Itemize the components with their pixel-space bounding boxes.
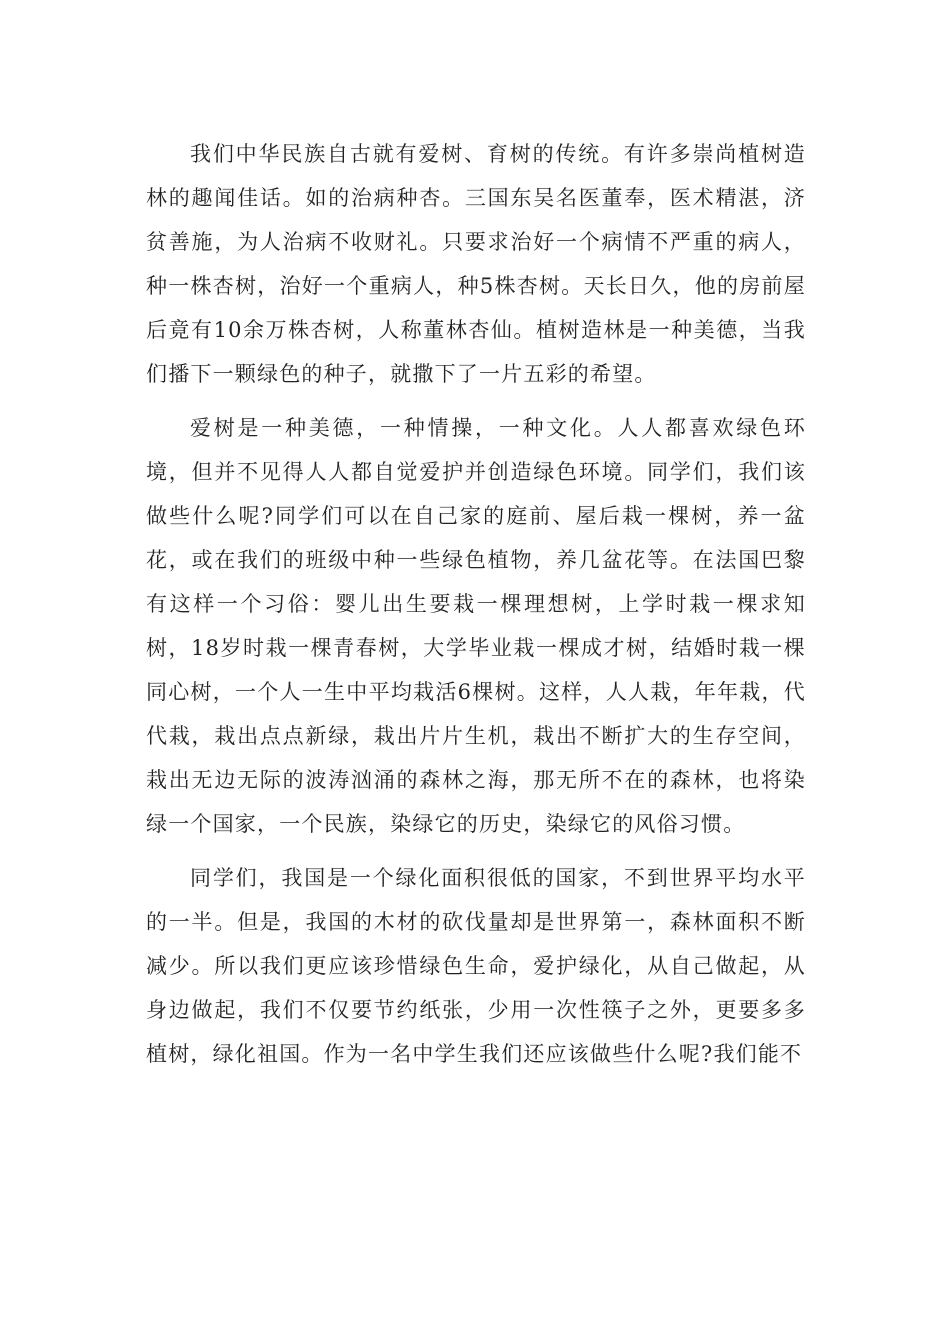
paragraph-1: 我们中华民族自古就有爱树、育树的传统。有许多崇尚植树造林的趣闻佳话。如的治病种杏。三国东吴名医董奉，医术精湛，济贫善施，为人治病不收财礼。只要求治好一个病情不严重的病人，种一株杏树，治好一个重病人，种5株杏树。天长日久，他的房前屋后竟有10余万株杏树，人称董林杏仙。植树造林是一种美德，当我们播下一颗绿色的种子，就撒下了一片五彩的希望。 [146,142,806,386]
document-body [146,132,806,1086]
paragraph-3: 同学们，我国是一个绿化面积很低的国家，不到世界平均水平的一半。但是，我国的木材的砍伐量却是世界第一，森林面积不断减少。所以我们更应该珍惜绿色生命，爱护绿化，从自己做起，从身边做起，我们不仅要节约纸张，少用一次性筷子之外，更要多多植树，绿化祖国。作为一名中学生我们还应该做些什么呢?我们能不 [146,866,806,1066]
paragraph-2: 爱树是一种美德，一种情操，一种文化。人人都喜欢绿色环境，但并不见得人人都自觉爱护并创造绿色环境。同学们，我们该做些什么呢?同学们可以在自己家的庭前、屋后栽一棵树，养一盆花，或在我们的班级中种一些绿色植物，养几盆花等。在法国巴黎有这样一个习俗：婴儿出生要栽一棵理想树，上学时栽一棵求知树，18岁时栽一棵青春树，大学毕业栽一棵成才树，结婚时栽一棵同心树，一个人一生中平均栽活6棵树。这样，人人栽，年年栽，代代栽，栽出点点新绿，栽出片片生机，栽出不断扩大的生存空间，栽出无边无际的波涛汹涌的森林之海，那无所不在的森林，也将染绿一个国家，一个民族，染绿它的历史，染绿它的风俗习惯。 [146,416,806,836]
